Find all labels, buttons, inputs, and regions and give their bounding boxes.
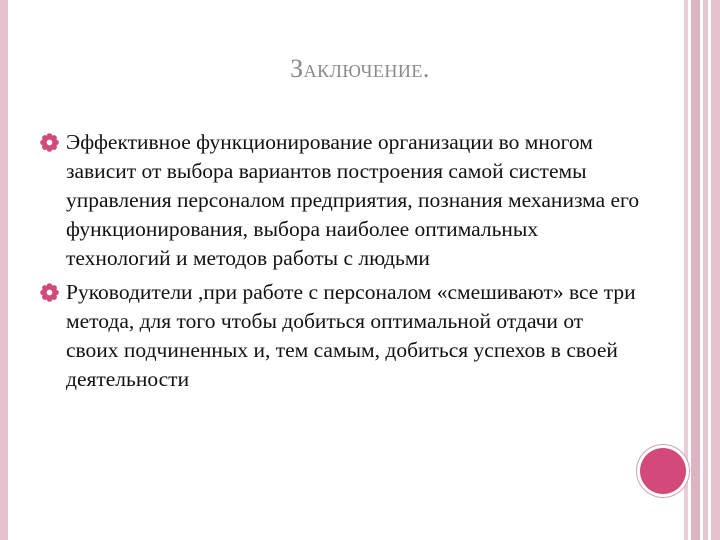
gear-flower-icon xyxy=(40,133,59,152)
bullet-item-1 xyxy=(40,128,640,273)
decorative-circle xyxy=(640,448,686,494)
gear-flower-icon xyxy=(40,283,59,302)
bullet-text: Руководители ,при работе с персоналом «смешивают» все три метода, для того чтобы добиться оптимальной отдачи от своих подчиненных и, тем самым, добиться успехов в своей деятельности xyxy=(66,280,636,391)
slide-title: Заключение. xyxy=(290,54,430,83)
bullet-item-2 xyxy=(40,278,640,394)
bullet-text: Эффективное функционирование организации во многом зависит от выбора вариантов построения самой системы управления персоналом предприятия, познания механизма его функционирования, выбора наиболее оптимальных технологий и методов работы с людьми xyxy=(66,130,640,270)
bullet-list xyxy=(40,128,640,399)
